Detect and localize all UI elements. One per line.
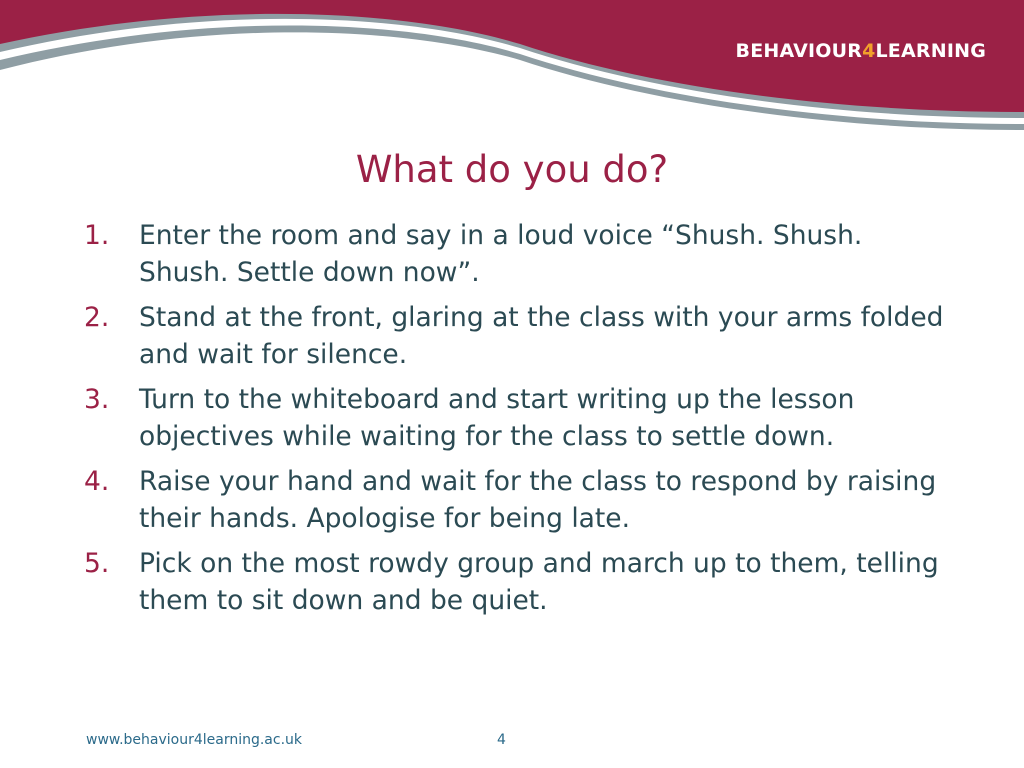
- logo-digit: 4: [862, 40, 876, 62]
- list-item-number: 5.: [84, 548, 110, 579]
- footer-url[interactable]: www.behaviour4learning.ac.uk: [86, 732, 303, 748]
- slide-title: What do you do?: [355, 148, 669, 191]
- page-number: 4: [497, 732, 506, 748]
- list-item-number: 2.: [84, 302, 110, 333]
- brand-logo: [736, 40, 986, 62]
- list-item-text: Stand at the front, glaring at the class with your arms folded and wait for silence.: [139, 302, 944, 370]
- list-item-text: Raise your hand and wait for the class to respond by raising their hands. Apologise for being late.: [139, 466, 937, 534]
- logo-prefix: BEHAVIOUR: [735, 40, 863, 62]
- logo-suffix: LEARNING: [875, 40, 986, 62]
- list-item: [84, 381, 944, 455]
- header-swoosh: [0, 0, 1024, 140]
- numbered-list: [84, 217, 944, 627]
- list-item: [84, 299, 944, 373]
- list-item-number: 3.: [84, 384, 110, 415]
- list-item: [84, 545, 944, 619]
- list-item: [84, 217, 944, 291]
- list-item-text: Turn to the whiteboard and start writing up the lesson objectives while waiting for the class to settle down.: [139, 384, 855, 452]
- list-item-text: Pick on the most rowdy group and march up to them, telling them to sit down and be quiet.: [139, 548, 939, 616]
- list-item-number: 1.: [84, 220, 110, 251]
- list-item: [84, 463, 944, 537]
- list-item-text: Enter the room and say in a loud voice “Shush. Shush. Shush. Settle down now”.: [139, 220, 863, 288]
- list-item-number: 4.: [84, 466, 110, 497]
